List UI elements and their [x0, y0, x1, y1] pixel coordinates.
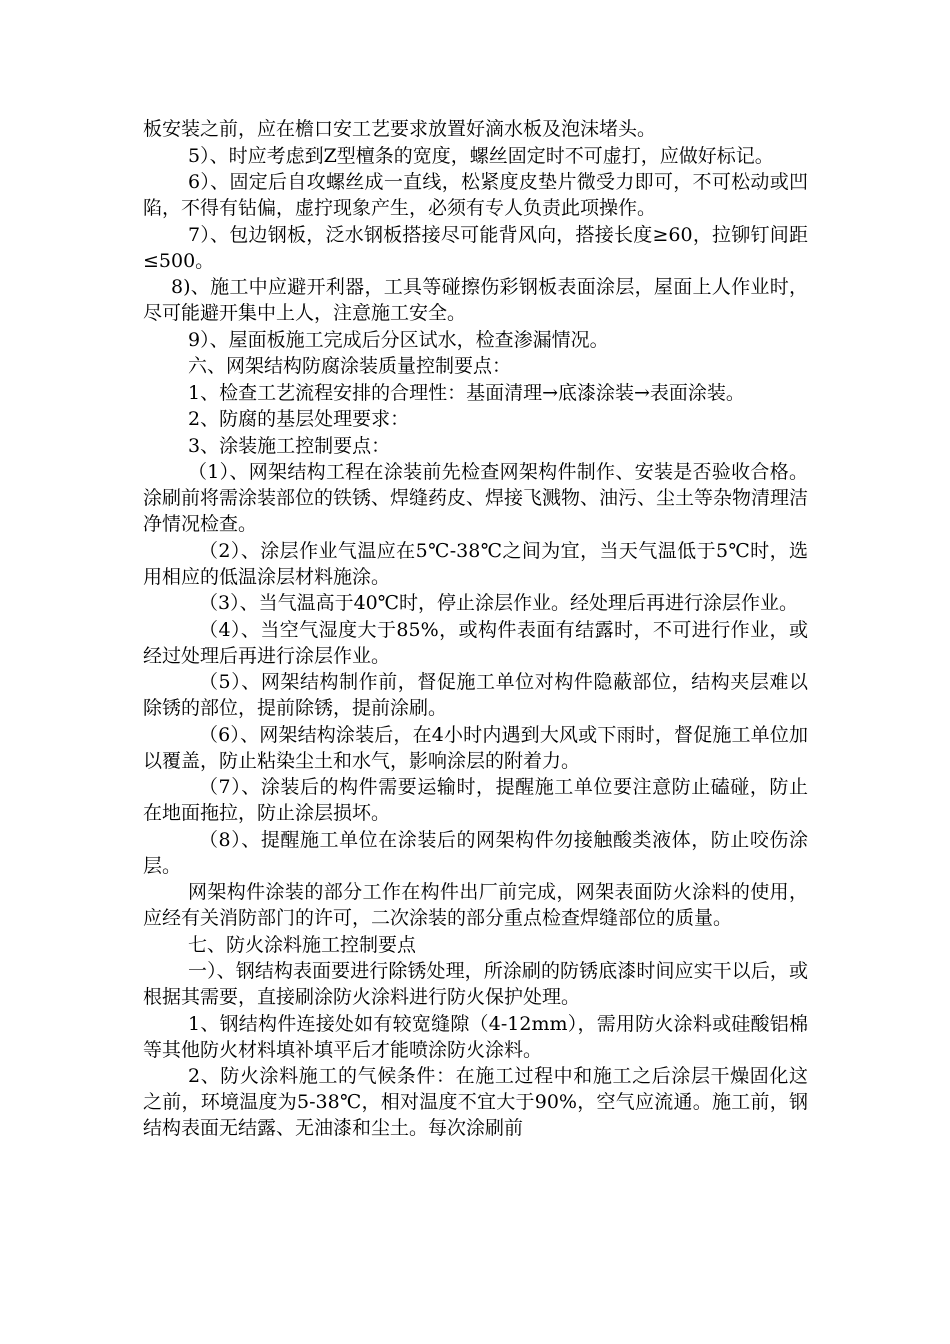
paragraph: （6）、网架结构涂装后，在4小时内遇到大风或下雨时，督促施工单位加以覆盖，防止粘染尘土和水气，影响涂层的附着力。: [143, 723, 808, 772]
paragraph: 2、防火涂料施工的气候条件：在施工过程中和施工之后涂层干燥固化这之前，环境温度为5-38℃，相对温度不宜大于90%，空气应流通。施工前，钢结构表面无结露、无油漆和尘土。每次涂刷前: [143, 1065, 808, 1139]
paragraph: 3、涂装施工控制要点：: [188, 434, 391, 457]
paragraph: 8)、施工中应避开利器，工具等碰擦伤彩钢板表面涂层，屋面上人作业时，尽可能避开集中上人，注意施工安全。: [143, 276, 808, 324]
paragraph: 网架构件涂装的部分工作在构件出厂前完成，网架表面防火涂料的使用，应经有关消防部门的许可，二次涂装的部分重点检查焊缝部位的质量。: [143, 881, 808, 929]
paragraph: （3）、当气温高于40℃时，停止涂层作业。经处理后再进行涂层作业。: [199, 592, 799, 614]
paragraph: 1、钢结构件连接处如有较宽缝隙（4-12mm），需用防火涂料或硅酸铝棉等其他防火材料填补填平后才能喷涂防火涂料。: [143, 1012, 808, 1061]
paragraph: 7）、包边钢板，泛水钢板搭接尽可能背风向，搭接长度≥60，拉铆钉间距≤500。: [143, 223, 808, 272]
paragraph: 板安装之前，应在檐口安工艺要求放置好滴水板及泡沫堵头。: [143, 118, 657, 140]
paragraph: 6）、固定后自攻螺丝成一直线，松紧度皮垫片微受力即可，不可松动或凹陷，不得有钻偏，虚拧现象产生，必须有专人负责此项操作。: [143, 171, 808, 219]
paragraph: （5）、网架结构制作前，督促施工单位对构件隐蔽部位，结构夹层难以除锈的部位，提前除锈，提前涂刷。: [143, 671, 808, 719]
paragraph: 一）、钢结构表面要进行除锈处理，所涂刷的防锈底漆时间应实干以后，或根据其需要，直接刷涂防火涂料进行防火保护处理。: [143, 960, 808, 1008]
paragraph: 1、检查工艺流程安排的合理性：基面清理→底漆涂装→表面涂装。: [188, 381, 745, 404]
document-body: [143, 116, 808, 1142]
paragraph: （7）、涂装后的构件需要运输时，提醒施工单位要注意防止磕碰，防止在地面拖拉，防止涂层损坏。: [143, 776, 808, 824]
paragraph: 2、防腐的基层处理要求：: [188, 408, 410, 430]
paragraph: 9）、屋面板施工完成后分区试水，检查渗漏情况。: [188, 328, 609, 351]
paragraph: 5）、时应考虑到Z型檀条的宽度，螺丝固定时不可虚打，应做好标记。: [188, 144, 774, 167]
paragraph: （4）、当空气湿度大于85%，或构件表面有结露时，不可进行作业，或经过处理后再进行涂层作业。: [143, 618, 808, 667]
section-heading: 六、网架结构防腐涂装质量控制要点：: [188, 355, 512, 377]
section-heading: 七、防火涂料施工控制要点: [188, 933, 417, 956]
paragraph: （2）、涂层作业气温应在5℃-38℃之间为宜，当天气温低于5℃时，选用相应的低温涂层材料施涂。: [143, 539, 808, 588]
paragraph: （8）、提醒施工单位在涂装后的网架构件勿接触酸类液体，防止咬伤涂层。: [143, 828, 808, 877]
paragraph: （1）、网架结构工程在涂装前先检查网架构件制作、安装是否验收合格。涂刷前将需涂装部位的铁锈、焊缝药皮、焊接飞溅物、油污、尘土等杂物清理洁净情况检查。: [143, 461, 809, 535]
